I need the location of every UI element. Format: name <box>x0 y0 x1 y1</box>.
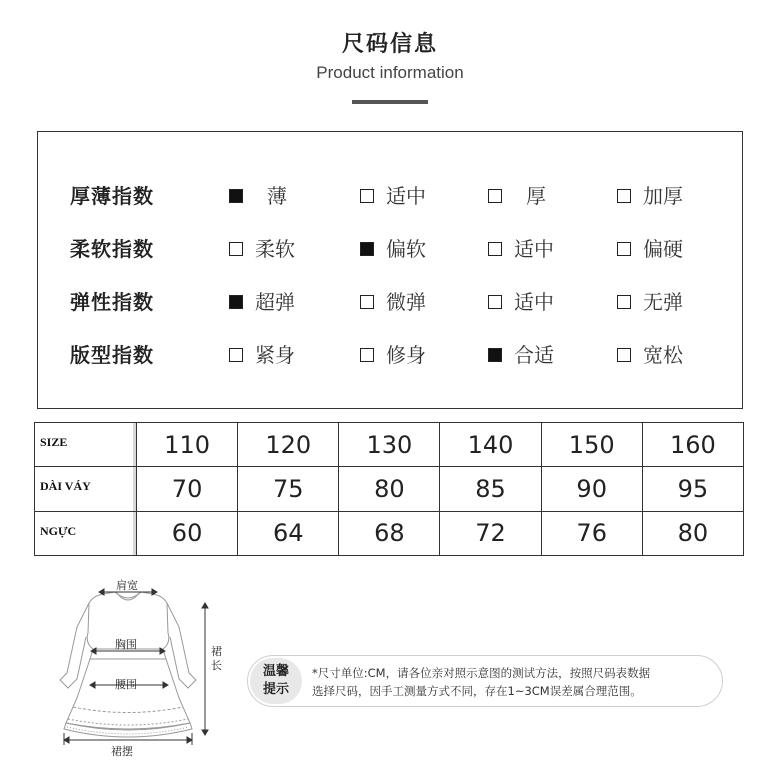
table-cell: 64 <box>238 511 339 555</box>
table-cell: 70 <box>137 467 238 511</box>
checkbox-icon <box>360 295 374 309</box>
checkbox-icon <box>488 189 502 203</box>
dress-outline-icon <box>55 575 230 760</box>
attr-name: 弹性指数 <box>70 290 154 314</box>
tip-badge: 温馨 提示 <box>250 658 302 704</box>
title-underline <box>352 100 428 104</box>
attr-row-elasticity: 弹性指数 超弹 微弹 适中 无弹 <box>38 287 742 317</box>
checkbox-icon <box>617 295 631 309</box>
section-subtitle: Product information <box>316 63 464 82</box>
table-cell: 150 <box>541 423 642 467</box>
hem-label: 裙摆 <box>111 745 133 758</box>
tip-banner <box>247 655 723 707</box>
table-cell: 110 <box>137 423 238 467</box>
table-cell: 85 <box>440 467 541 511</box>
table-cell: 90 <box>541 467 642 511</box>
checkbox-icon <box>229 242 243 256</box>
checkbox-icon <box>617 242 631 256</box>
table-cell: 72 <box>440 511 541 555</box>
checkbox-icon <box>229 295 243 309</box>
dress-measurement-diagram <box>55 575 230 760</box>
tip-text: *尺寸单位:CM，请各位亲对照示意图的测试方法，按照尺码表数据 选择尺码，因手工测量方式不同，存在1~3CM误差属合理范围。 <box>312 666 651 698</box>
section-title: 尺码信息 <box>341 32 438 57</box>
table-cell: 60 <box>137 511 238 555</box>
table-cell: 76 <box>541 511 642 555</box>
section-header <box>0 30 780 104</box>
checkbox-icon <box>617 348 631 362</box>
checkbox-icon <box>360 189 374 203</box>
row-header: DÀI VÁY <box>35 467 137 511</box>
attr-row-fit: 版型指数 紧身 修身 合适 宽松 <box>38 340 742 370</box>
attr-name: 版型指数 <box>70 343 154 367</box>
checkbox-icon <box>360 348 374 362</box>
checkbox-icon <box>488 295 502 309</box>
checkbox-icon <box>617 189 631 203</box>
row-header: NGỰC <box>35 511 137 555</box>
checkbox-icon <box>360 242 374 256</box>
table-cell: 130 <box>339 423 440 467</box>
table-cell: 68 <box>339 511 440 555</box>
table-cell: 160 <box>642 423 743 467</box>
attribute-panel <box>37 131 743 409</box>
row-header: SIZE <box>35 423 137 467</box>
checkbox-icon <box>229 348 243 362</box>
attr-row-softness: 柔软指数 柔软 偏软 适中 偏硬 <box>38 234 742 264</box>
table-cell: 75 <box>238 467 339 511</box>
shoulder-label: 肩宽 <box>116 579 138 592</box>
chest-label: 胸围 <box>115 638 137 651</box>
attr-name: 厚薄指数 <box>70 184 154 208</box>
table-cell: 120 <box>238 423 339 467</box>
table-cell: 140 <box>440 423 541 467</box>
checkbox-icon <box>488 348 502 362</box>
table-cell: 95 <box>642 467 743 511</box>
table-row <box>35 511 744 555</box>
checkbox-icon <box>488 242 502 256</box>
length-label: 裙长 <box>211 645 222 672</box>
table-cell: 80 <box>642 511 743 555</box>
size-table <box>34 422 744 556</box>
table-cell: 80 <box>339 467 440 511</box>
checkbox-icon <box>229 189 243 203</box>
waist-label: 腰围 <box>115 678 137 691</box>
table-row <box>35 423 744 467</box>
attr-name: 柔软指数 <box>70 237 154 261</box>
table-row <box>35 467 744 511</box>
attr-row-thickness: 厚薄指数 薄 适中 厚 加厚 <box>38 181 742 211</box>
